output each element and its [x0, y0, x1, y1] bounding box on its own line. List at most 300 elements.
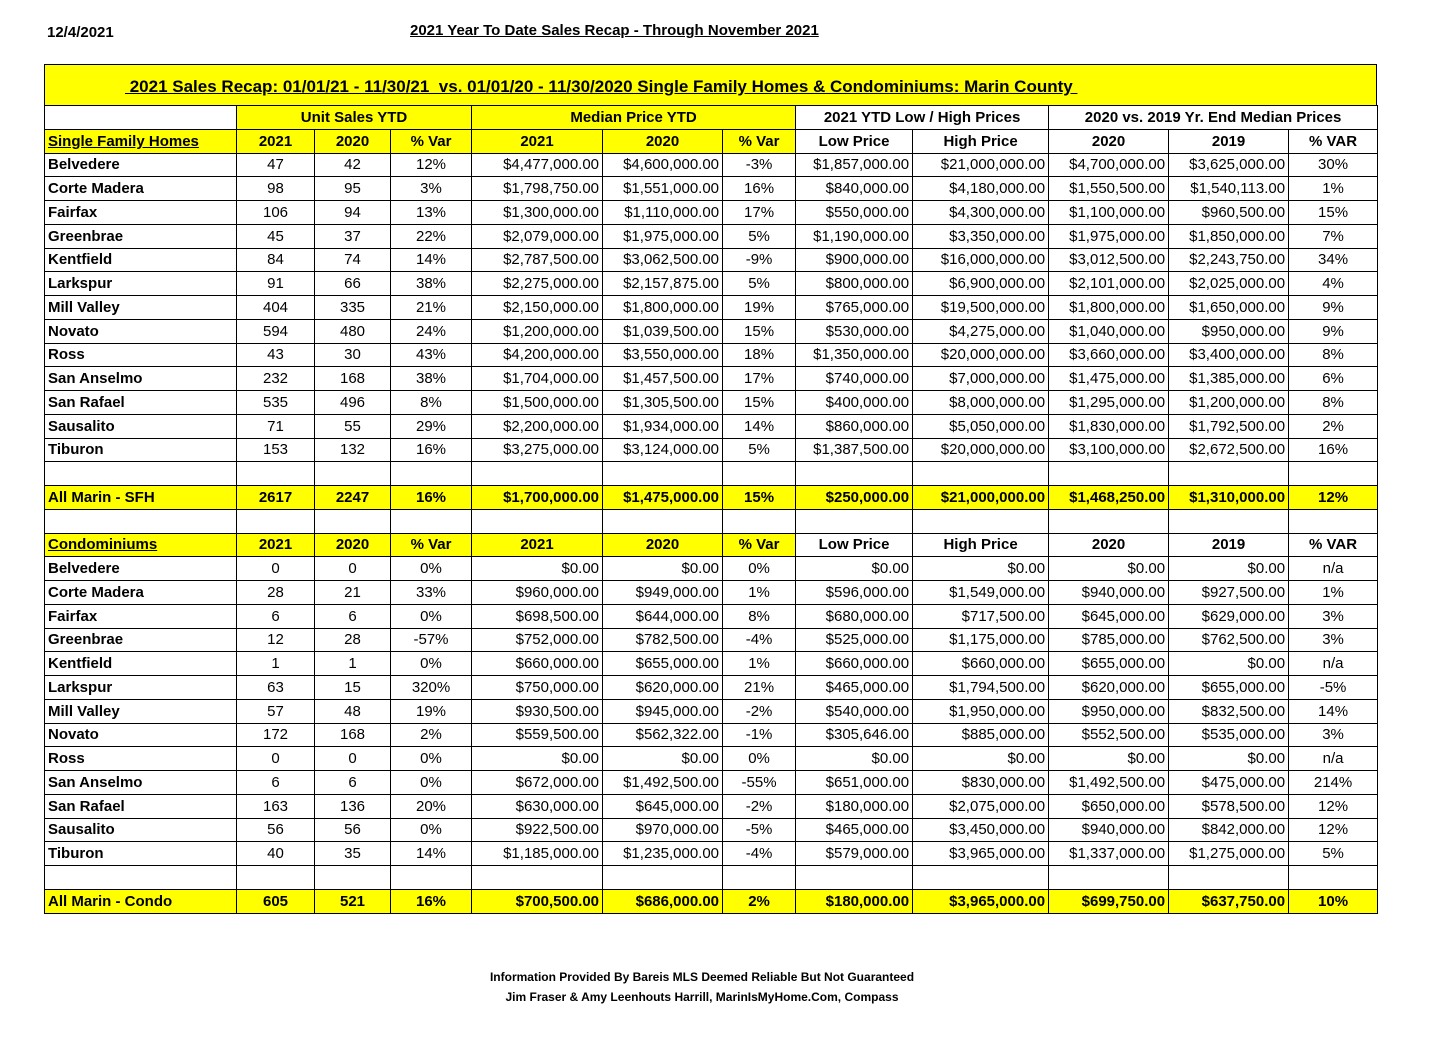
area-name-cell: Sausalito	[45, 414, 237, 438]
value-cell: 21%	[723, 676, 796, 700]
value-cell: $1,549,000.00	[913, 581, 1049, 605]
value-cell: $1,185,000.00	[472, 842, 603, 866]
value-cell: $305,646.00	[796, 723, 913, 747]
table-row	[45, 676, 1378, 700]
value-cell: $0.00	[472, 557, 603, 581]
value-cell: 12%	[1289, 818, 1378, 842]
blank-cell	[391, 509, 472, 533]
footer-credits: Jim Fraser & Amy Leenhouts Harrill, MarinIsMyHome.Com, Compass	[505, 990, 899, 1004]
value-cell: 43	[237, 343, 315, 367]
value-cell: $3,550,000.00	[603, 343, 723, 367]
value-cell: $950,000.00	[1049, 699, 1169, 723]
blank-cell	[723, 866, 796, 890]
value-cell: 5%	[723, 224, 796, 248]
value-cell: 12	[237, 628, 315, 652]
value-cell: $0.00	[913, 557, 1049, 581]
value-cell: $645,000.00	[1049, 604, 1169, 628]
value-cell: $1,704,000.00	[472, 367, 603, 391]
value-cell: 0	[237, 747, 315, 771]
spacer-row	[45, 462, 1378, 486]
value-cell: $655,000.00	[1049, 652, 1169, 676]
value-cell: $655,000.00	[603, 652, 723, 676]
value-cell: 5%	[723, 438, 796, 462]
blank-cell	[1049, 509, 1169, 533]
value-cell: 17%	[723, 367, 796, 391]
value-cell: 38%	[391, 272, 472, 296]
table-row	[45, 414, 1378, 438]
blank-cell	[796, 509, 913, 533]
value-cell: 8%	[1289, 391, 1378, 415]
value-cell: $2,200,000.00	[472, 414, 603, 438]
value-cell: 14%	[391, 842, 472, 866]
table-row	[45, 557, 1378, 581]
value-cell: 19%	[391, 699, 472, 723]
value-cell: 40	[237, 842, 315, 866]
column-header: % Var	[391, 533, 472, 557]
value-cell: $1,475,000.00	[1049, 367, 1169, 391]
area-name-cell: Greenbrae	[45, 224, 237, 248]
value-cell: 521	[315, 889, 391, 913]
value-cell: 136	[315, 794, 391, 818]
value-cell: $930,500.00	[472, 699, 603, 723]
column-header: 2021	[472, 533, 603, 557]
value-cell: $2,150,000.00	[472, 296, 603, 320]
value-cell: $629,000.00	[1169, 604, 1289, 628]
value-cell: $1,305,500.00	[603, 391, 723, 415]
value-cell: $840,000.00	[796, 177, 913, 201]
value-cell: $1,934,000.00	[603, 414, 723, 438]
blank-cell	[391, 462, 472, 486]
value-cell: 3%	[1289, 604, 1378, 628]
table-row	[45, 794, 1378, 818]
column-header: 2019	[1169, 533, 1289, 557]
group-header-row	[45, 106, 1378, 130]
value-cell: 0%	[391, 604, 472, 628]
value-cell: 15%	[723, 391, 796, 415]
value-cell: $4,180,000.00	[913, 177, 1049, 201]
area-name-cell: San Anselmo	[45, 771, 237, 795]
area-name-cell: Ross	[45, 747, 237, 771]
value-cell: 535	[237, 391, 315, 415]
value-cell: n/a	[1289, 557, 1378, 581]
condo-column-header-row	[45, 533, 1378, 557]
value-cell: $3,450,000.00	[913, 818, 1049, 842]
value-cell: $620,000.00	[1049, 676, 1169, 700]
recap-banner	[44, 64, 1377, 105]
value-cell: $1,650,000.00	[1169, 296, 1289, 320]
sfh-section-label: Single Family Homes	[45, 129, 237, 153]
value-cell: $860,000.00	[796, 414, 913, 438]
blank-cell	[472, 462, 603, 486]
low-high-header: 2021 YTD Low / High Prices	[796, 106, 1049, 130]
value-cell: $1,039,500.00	[603, 319, 723, 343]
value-cell: $20,000,000.00	[913, 343, 1049, 367]
value-cell: $180,000.00	[796, 794, 913, 818]
value-cell: $4,300,000.00	[913, 201, 1049, 225]
value-cell: $660,000.00	[472, 652, 603, 676]
value-cell: $2,157,875.00	[603, 272, 723, 296]
value-cell: $680,000.00	[796, 604, 913, 628]
value-cell: $1,457,500.00	[603, 367, 723, 391]
value-cell: $5,050,000.00	[913, 414, 1049, 438]
blank-cell	[603, 866, 723, 890]
value-cell: 2617	[237, 486, 315, 510]
blank-cell	[1049, 866, 1169, 890]
value-cell: $1,475,000.00	[603, 486, 723, 510]
value-cell: 16%	[391, 889, 472, 913]
blank-cell	[796, 866, 913, 890]
column-header: 2021	[237, 129, 315, 153]
value-cell: $20,000,000.00	[913, 438, 1049, 462]
blank-cell	[315, 509, 391, 533]
area-name-cell: Novato	[45, 319, 237, 343]
value-cell: $832,500.00	[1169, 699, 1289, 723]
value-cell: 19%	[723, 296, 796, 320]
value-cell: 496	[315, 391, 391, 415]
blank-cell	[913, 866, 1049, 890]
value-cell: $21,000,000.00	[913, 486, 1049, 510]
column-header: 2020	[315, 533, 391, 557]
area-name-cell: San Anselmo	[45, 367, 237, 391]
value-cell: $1,500,000.00	[472, 391, 603, 415]
value-cell: 17%	[723, 201, 796, 225]
value-cell: $1,110,000.00	[603, 201, 723, 225]
value-cell: $700,500.00	[472, 889, 603, 913]
value-cell: -5%	[723, 818, 796, 842]
value-cell: 2%	[391, 723, 472, 747]
blank-cell	[723, 509, 796, 533]
area-name-cell: Larkspur	[45, 676, 237, 700]
value-cell: $1,387,500.00	[796, 438, 913, 462]
value-cell: $465,000.00	[796, 818, 913, 842]
value-cell: $1,950,000.00	[913, 699, 1049, 723]
value-cell: $1,540,113.00	[1169, 177, 1289, 201]
value-cell: 55	[315, 414, 391, 438]
value-cell: 14%	[1289, 699, 1378, 723]
value-cell: $1,300,000.00	[472, 201, 603, 225]
value-cell: 16%	[391, 438, 472, 462]
value-cell: $3,100,000.00	[1049, 438, 1169, 462]
value-cell: 14%	[723, 414, 796, 438]
value-cell: $645,000.00	[603, 794, 723, 818]
value-cell: $650,000.00	[1049, 794, 1169, 818]
blank-cell	[391, 866, 472, 890]
blank-cell	[1289, 509, 1378, 533]
value-cell: 5%	[723, 272, 796, 296]
value-cell: 605	[237, 889, 315, 913]
value-cell: $0.00	[1169, 652, 1289, 676]
value-cell: $0.00	[603, 747, 723, 771]
value-cell: 20%	[391, 794, 472, 818]
blank-cell	[913, 462, 1049, 486]
value-cell: $830,000.00	[913, 771, 1049, 795]
value-cell: $552,500.00	[1049, 723, 1169, 747]
value-cell: 45	[237, 224, 315, 248]
value-cell: -2%	[723, 794, 796, 818]
value-cell: $1,700,000.00	[472, 486, 603, 510]
value-cell: 12%	[1289, 794, 1378, 818]
banner-text: 2021 Sales Recap: 01/01/21 - 11/30/21 vs. 01/01/20 - 11/30/2020 Single Family Homes & Condominiums: Marin County	[125, 77, 1078, 96]
value-cell: $630,000.00	[472, 794, 603, 818]
value-cell: -57%	[391, 628, 472, 652]
column-header: 2020	[603, 129, 723, 153]
value-cell: $475,000.00	[1169, 771, 1289, 795]
area-name-cell: Kentfield	[45, 248, 237, 272]
table-row	[45, 343, 1378, 367]
column-header: % VAR	[1289, 129, 1378, 153]
value-cell: 34%	[1289, 248, 1378, 272]
value-cell: 30	[315, 343, 391, 367]
value-cell: 16%	[391, 486, 472, 510]
blank-cell	[237, 866, 315, 890]
value-cell: -3%	[723, 153, 796, 177]
value-cell: $922,500.00	[472, 818, 603, 842]
blank-cell	[603, 509, 723, 533]
value-cell: 18%	[723, 343, 796, 367]
value-cell: $400,000.00	[796, 391, 913, 415]
value-cell: $530,000.00	[796, 319, 913, 343]
value-cell: $1,975,000.00	[1049, 224, 1169, 248]
value-cell: $927,500.00	[1169, 581, 1289, 605]
value-cell: 30%	[1289, 153, 1378, 177]
value-cell: 1%	[1289, 177, 1378, 201]
column-header: Low Price	[796, 533, 913, 557]
value-cell: 0	[315, 747, 391, 771]
value-cell: $2,075,000.00	[913, 794, 1049, 818]
value-cell: $782,500.00	[603, 628, 723, 652]
value-cell: $800,000.00	[796, 272, 913, 296]
table-row	[45, 177, 1378, 201]
value-cell: $1,798,750.00	[472, 177, 603, 201]
value-cell: $1,975,000.00	[603, 224, 723, 248]
value-cell: $0.00	[1169, 747, 1289, 771]
column-header: % Var	[391, 129, 472, 153]
value-cell: $686,000.00	[603, 889, 723, 913]
value-cell: 48	[315, 699, 391, 723]
value-cell: 6	[237, 771, 315, 795]
value-cell: 172	[237, 723, 315, 747]
area-name-cell: Mill Valley	[45, 296, 237, 320]
value-cell: $4,477,000.00	[472, 153, 603, 177]
value-cell: 106	[237, 201, 315, 225]
table-row	[45, 319, 1378, 343]
value-cell: $1,200,000.00	[1169, 391, 1289, 415]
value-cell: $0.00	[1049, 557, 1169, 581]
value-cell: $2,025,000.00	[1169, 272, 1289, 296]
blank-cell	[45, 106, 237, 130]
value-cell: 594	[237, 319, 315, 343]
table-row	[45, 367, 1378, 391]
value-cell: 6	[315, 771, 391, 795]
area-name-cell: Belvedere	[45, 153, 237, 177]
value-cell: $1,800,000.00	[603, 296, 723, 320]
table-row	[45, 201, 1378, 225]
value-cell: $1,275,000.00	[1169, 842, 1289, 866]
table-row	[45, 604, 1378, 628]
value-cell: -2%	[723, 699, 796, 723]
value-cell: 29%	[391, 414, 472, 438]
value-cell: $672,000.00	[472, 771, 603, 795]
value-cell: $785,000.00	[1049, 628, 1169, 652]
value-cell: $949,000.00	[603, 581, 723, 605]
value-cell: $2,079,000.00	[472, 224, 603, 248]
value-cell: $3,124,000.00	[603, 438, 723, 462]
value-cell: 71	[237, 414, 315, 438]
value-cell: $0.00	[796, 557, 913, 581]
blank-cell	[237, 509, 315, 533]
table-row	[45, 581, 1378, 605]
value-cell: $2,275,000.00	[472, 272, 603, 296]
value-cell: 1%	[723, 581, 796, 605]
value-cell: $3,660,000.00	[1049, 343, 1169, 367]
value-cell: 15	[315, 676, 391, 700]
table-row	[45, 818, 1378, 842]
value-cell: 56	[237, 818, 315, 842]
value-cell: 0%	[391, 818, 472, 842]
value-cell: $596,000.00	[796, 581, 913, 605]
value-cell: $0.00	[913, 747, 1049, 771]
value-cell: $3,275,000.00	[472, 438, 603, 462]
value-cell: 1%	[723, 652, 796, 676]
area-name-cell: Sausalito	[45, 818, 237, 842]
value-cell: 0	[237, 557, 315, 581]
column-header: Low Price	[796, 129, 913, 153]
table-row	[45, 842, 1378, 866]
total-row	[45, 486, 1378, 510]
area-name-cell: All Marin - Condo	[45, 889, 237, 913]
table-row	[45, 272, 1378, 296]
value-cell: -5%	[1289, 676, 1378, 700]
column-header: High Price	[913, 533, 1049, 557]
area-name-cell: Belvedere	[45, 557, 237, 581]
value-cell: 6	[315, 604, 391, 628]
value-cell: $2,101,000.00	[1049, 272, 1169, 296]
value-cell: 0	[315, 557, 391, 581]
area-name-cell: Tiburon	[45, 438, 237, 462]
value-cell: 21	[315, 581, 391, 605]
value-cell: 1	[315, 652, 391, 676]
value-cell: $0.00	[1049, 747, 1169, 771]
sales-recap-table	[44, 105, 1378, 914]
value-cell: 43%	[391, 343, 472, 367]
table-body	[45, 106, 1378, 914]
value-cell: 6%	[1289, 367, 1378, 391]
value-cell: 320%	[391, 676, 472, 700]
blank-cell	[472, 509, 603, 533]
table-row	[45, 699, 1378, 723]
area-name-cell: San Rafael	[45, 794, 237, 818]
column-header: 2020	[603, 533, 723, 557]
table-row	[45, 628, 1378, 652]
value-cell: $4,600,000.00	[603, 153, 723, 177]
area-name-cell: All Marin - SFH	[45, 486, 237, 510]
value-cell: $19,500,000.00	[913, 296, 1049, 320]
value-cell: 12%	[1289, 486, 1378, 510]
value-cell: 3%	[1289, 723, 1378, 747]
value-cell: $465,000.00	[796, 676, 913, 700]
value-cell: 37	[315, 224, 391, 248]
value-cell: $637,750.00	[1169, 889, 1289, 913]
value-cell: 0%	[391, 747, 472, 771]
value-cell: $0.00	[796, 747, 913, 771]
column-header: 2020	[1049, 533, 1169, 557]
value-cell: $698,500.00	[472, 604, 603, 628]
value-cell: 57	[237, 699, 315, 723]
area-name-cell: Corte Madera	[45, 177, 237, 201]
blank-cell	[45, 509, 237, 533]
value-cell: $842,000.00	[1169, 818, 1289, 842]
value-cell: 2%	[723, 889, 796, 913]
value-cell: $550,000.00	[796, 201, 913, 225]
value-cell: 0%	[391, 771, 472, 795]
value-cell: 3%	[391, 177, 472, 201]
value-cell: 8%	[391, 391, 472, 415]
value-cell: $762,500.00	[1169, 628, 1289, 652]
spacer-row	[45, 509, 1378, 533]
table-row	[45, 224, 1378, 248]
value-cell: 335	[315, 296, 391, 320]
value-cell: $1,295,000.00	[1049, 391, 1169, 415]
value-cell: $750,000.00	[472, 676, 603, 700]
value-cell: $1,100,000.00	[1049, 201, 1169, 225]
value-cell: $660,000.00	[796, 652, 913, 676]
value-cell: $1,468,250.00	[1049, 486, 1169, 510]
value-cell: 1%	[1289, 581, 1378, 605]
value-cell: $579,000.00	[796, 842, 913, 866]
area-name-cell: Corte Madera	[45, 581, 237, 605]
value-cell: $4,700,000.00	[1049, 153, 1169, 177]
value-cell: 9%	[1289, 319, 1378, 343]
value-cell: $765,000.00	[796, 296, 913, 320]
value-cell: $1,175,000.00	[913, 628, 1049, 652]
value-cell: -1%	[723, 723, 796, 747]
table-row	[45, 153, 1378, 177]
value-cell: $1,830,000.00	[1049, 414, 1169, 438]
value-cell: 404	[237, 296, 315, 320]
value-cell: $1,800,000.00	[1049, 296, 1169, 320]
value-cell: $900,000.00	[796, 248, 913, 272]
value-cell: 0%	[723, 557, 796, 581]
value-cell: 33%	[391, 581, 472, 605]
value-cell: 168	[315, 723, 391, 747]
area-name-cell: Kentfield	[45, 652, 237, 676]
area-name-cell: Mill Valley	[45, 699, 237, 723]
value-cell: $651,000.00	[796, 771, 913, 795]
value-cell: $699,750.00	[1049, 889, 1169, 913]
value-cell: $1,385,000.00	[1169, 367, 1289, 391]
value-cell: $1,040,000.00	[1049, 319, 1169, 343]
spacer-row	[45, 866, 1378, 890]
report-date: 12/4/2021	[47, 24, 114, 41]
value-cell: 3%	[1289, 628, 1378, 652]
value-cell: $3,625,000.00	[1169, 153, 1289, 177]
value-cell: 47	[237, 153, 315, 177]
value-cell: 74	[315, 248, 391, 272]
value-cell: $717,500.00	[913, 604, 1049, 628]
table-row	[45, 771, 1378, 795]
column-header: 2021	[472, 129, 603, 153]
value-cell: 66	[315, 272, 391, 296]
value-cell: 163	[237, 794, 315, 818]
value-cell: 16%	[723, 177, 796, 201]
year-end-header: 2020 vs. 2019 Yr. End Median Prices	[1049, 106, 1378, 130]
value-cell: 15%	[723, 319, 796, 343]
value-cell: $0.00	[1169, 557, 1289, 581]
value-cell: 15%	[723, 486, 796, 510]
value-cell: $960,500.00	[1169, 201, 1289, 225]
value-cell: 10%	[1289, 889, 1378, 913]
value-cell: 1	[237, 652, 315, 676]
